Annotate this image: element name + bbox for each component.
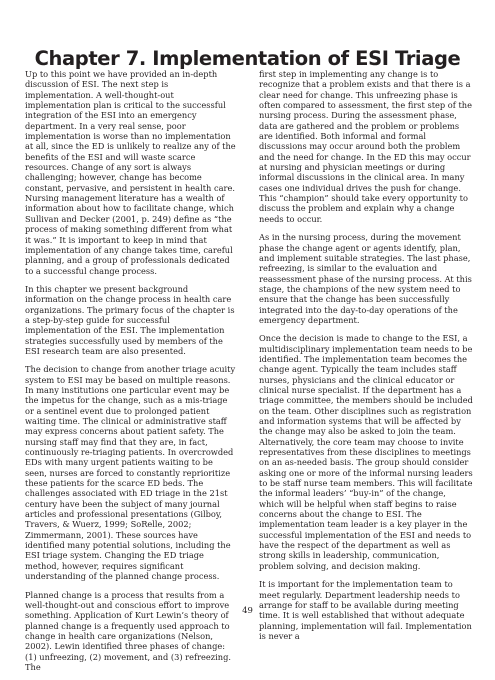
paragraph: first step in implementing any change is to recognize that a problem exists and that there is a clear need for change. This unfreezing phase is often compared to assessment, the first step of the nursing process. During the assessment phase, data are gathered and the problem or problems are identified. Both informal and formal discussions may occur around both the problem and the need for change. In the ED this may occur at nursing and physician meetings or during informal discussions in the clinical area. In many cases one individual drives the push for change. This “champion” should take every opportunity to discuss the problem and explain why a change needs to occur. (259, 69, 472, 224)
paragraph: In this chapter we present background information on the change process in health care organizations. The primary focus of the chapter is a step-by-step guide for successful implementation of the ESI. The implementation strategies successfully used by members of the ESI research team are also presented. (25, 283, 235, 356)
page-number: 49 (242, 606, 253, 616)
paragraph: Up to this point we have provided an in-depth discussion of ESI. The next step is implementation. A well-thought-out implementation plan is critical to the successful integration of the ESI into an emergency department. In a very real sense, poor implementation is worse than no implementation at all, since the ED is unlikely to realize any of the benefits of the ESI and will waste scarce resources. Change of any sort is always challenging; however, change has become constant, pervasive, and persistent in health care. Nursing management literature has a wealth of information about how to facilitate change, which Sullivan and Decker (2001, p. 249) define as “the process of making something different from what it was.” It is important to keep in mind that implementation of any change takes time, careful planning, and a group of professionals dedicated to a successful change process. (25, 69, 236, 276)
paragraph: The decision to change from another triage acuity system to ESI may be based on multiple reasons. In many institutions one particular event may be the impetus for the change, such as a mis-triage or a sentinel event due to prolonged patient waiting time. The clinical or administrative staff may express concerns about patient safety. The nursing staff may find that they are, in fact, continuously re-triaging patients. In overcrowded EDs with many urgent patients waiting to be seen, nurses are forced to constantly reprioritize these patients for the scarce ED beds. The challenges associated with ED triage in the 21st century have been the subject of many journal articles and professional presentations (Gilboy, Travers, & Wuerz, 1999; SoRelle, 2002; Zimmermann, 2001). These sources have identified many potential solutions, including the ESI triage system. Changing the ED triage method, however, requires significant understanding of the planned change process. (25, 364, 236, 582)
chapter-title: Chapter 7. Implementation of ESI Triage (34, 47, 461, 71)
right-column (259, 69, 473, 649)
paragraph: Once the decision is made to change to the ESI, a multidisciplinary implementation team needs to be identified. The implementation team becomes the change agent. Typically the team includes staff nurses, physicians and the clinical educator or clinical nurse specialist. If the department has a triage committee, the members should be included on the team. Other disciplines such as registration and information systems that will be affected by the change may also be asked to join the team. Alternatively, the core team may choose to invite representatives from these disciplines to meetings on an as-needed basis. The group should consider asking one or more of the informal nursing leaders to be staff nurse team members. This will facilitate the informal leaders’ “buy-in” of the change, which will be helpful when staff begins to raise concerns about the change to ESI. The implementation team leader is a key player in the successful implementation of the ESI and needs to have the respect of the department as well as strong skills in leadership, communication, problem solving, and decision making. (259, 333, 473, 571)
paragraph: Planned change is a process that results from a well-thought-out and conscious effort to improve something. Application of Kurt Lewin’s theory of planned change is a frequently used approach to change in health care organizations (Nelson, 2002). Lewin identified three phases of change: (1) unfreezing, (2) movement, and (3) refreezing. The (25, 589, 231, 672)
paragraph: It is important for the implementation team to meet regularly. Department leadership needs to arrange for staff to be available during meeting time. It is well established that without adequate planning, implementation will fail. Implementation is never a (259, 579, 472, 641)
paragraph: As in the nursing process, during the movement phase the change agent or agents identify, plan, and implement suitable strategies. The last phase, refreezing, is similar to the evaluation and reassessment phase of the nursing process. At this stage, the champions of the new system need to ensure that the change has been successfully integrated into the day-to-day operations of the emergency department. (259, 232, 472, 325)
left-column (25, 69, 236, 680)
